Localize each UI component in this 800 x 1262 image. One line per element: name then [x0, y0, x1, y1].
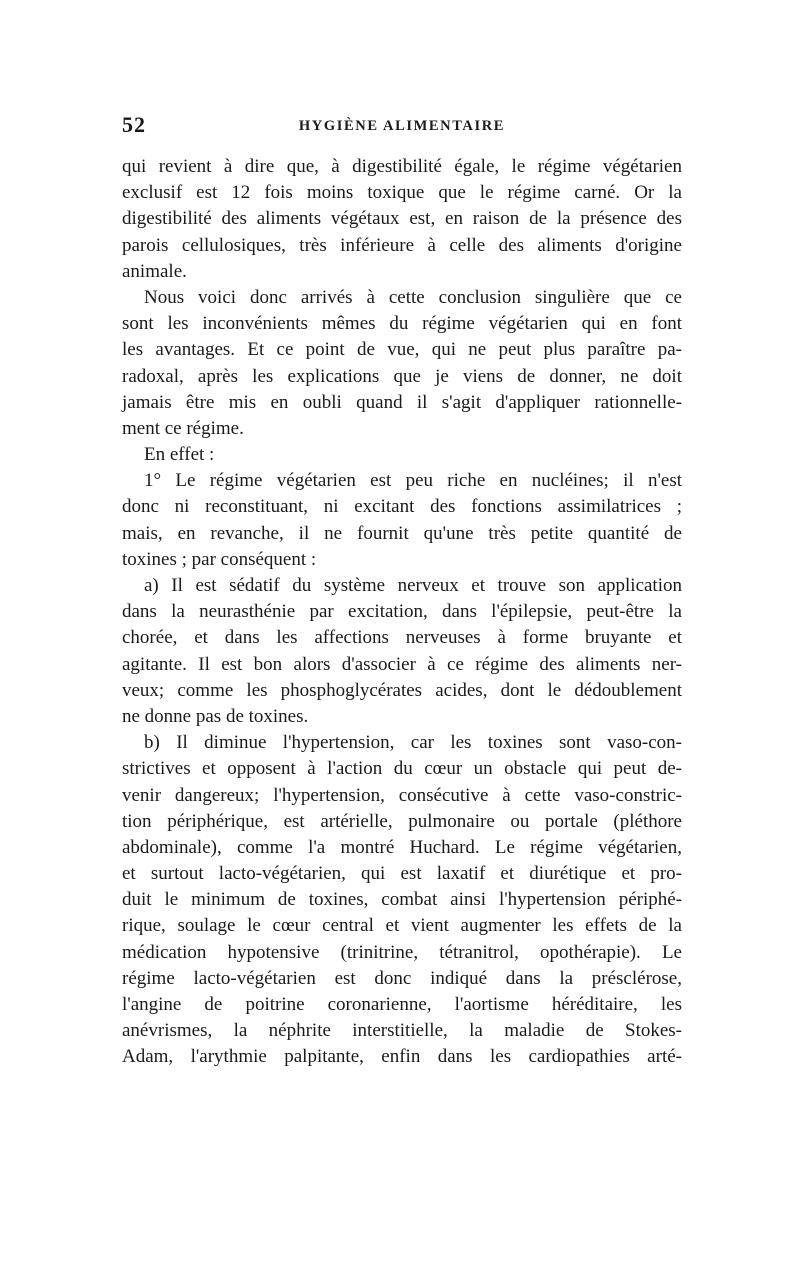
text-line: l'angine de poitrine coronarienne, l'aortisme héréditaire, les — [122, 994, 682, 1015]
text-line: abdominale), comme l'a montré Huchard. Le régime végétarien, — [122, 836, 682, 858]
text-line: dans la neurasthénie par excitation, dans l'épilepsie, peut-être la — [122, 601, 682, 623]
text-line: mais, en revanche, il ne fournit qu'une très petite quantité de — [122, 522, 682, 544]
text-line: sont les inconvénients mêmes du régime végétarien qui en font — [122, 313, 682, 335]
body-text — [122, 154, 682, 1071]
text-line: qui revient à dire que, à digestibilité égale, le régime végétarien — [122, 156, 682, 177]
text-line: anévrismes, la néphrite interstitielle, la maladie de Stokes- — [122, 1020, 682, 1042]
text-line: tion périphérique, est artérielle, pulmonaire ou portale (pléthore — [122, 810, 682, 832]
text-line: donc ni reconstituant, ni excitant des fonctions assimilatrices ; — [122, 496, 682, 518]
text-line: Adam, l'arythmie palpitante, enfin dans les cardiopathies arté- — [122, 1046, 682, 1068]
text-line: strictives et opposent à l'action du cœur un obstacle qui peut de- — [122, 758, 682, 780]
text-line: animale. — [122, 260, 187, 282]
text-line: parois cellulosiques, très inférieure à celle des aliments d'origine — [122, 234, 682, 256]
text-line: En effet : — [144, 444, 215, 466]
text-line: venir dangereux; l'hypertension, consécutive à cette vaso-constric- — [122, 784, 682, 806]
text-line: médication hypotensive (trinitrine, tétranitrol, opothérapie). Le — [122, 941, 682, 963]
text-line: et surtout lacto-végétarien, qui est laxatif et diurétique et pro- — [122, 863, 682, 885]
text-line: rique, soulage le cœur central et vient augmenter les effets de la — [122, 915, 682, 937]
text-line: les avantages. Et ce point de vue, qui ne peut plus paraître pa- — [122, 339, 682, 361]
text-line: ment ce régime. — [122, 417, 244, 439]
text-line: agitante. Il est bon alors d'associer à ce régime des aliments ner- — [122, 653, 682, 675]
running-title: HYGIÈNE ALIMENTAIRE — [298, 118, 506, 134]
text-line: radoxal, après les explications que je viens de donner, ne doit — [122, 365, 682, 387]
text-line: b) Il diminue l'hypertension, car les toxines sont vaso-con- — [144, 732, 682, 754]
text-line: jamais être mis en oubli quand il s'agit d'appliquer rationnelle- — [122, 391, 682, 413]
text-line: toxines ; par conséquent : — [122, 548, 317, 570]
text-line: 1° Le régime végétarien est peu riche en nucléines; il n'est — [144, 470, 682, 492]
text-line: régime lacto-végétarien est donc indiqué dans la présclérose, — [122, 967, 682, 989]
text-line: duit le minimum de toxines, combat ainsi l'hypertension périphé- — [122, 889, 682, 911]
text-line: digestibilité des aliments végétaux est, en raison de la présence des — [122, 208, 682, 230]
text-line: Nous voici donc arrivés à cette conclusion singulière que ce — [144, 286, 682, 308]
text-line: ne donne pas de toxines. — [122, 705, 309, 727]
text-line: veux; comme les phosphoglycérates acides, dont le dédoublement — [122, 679, 682, 701]
text-line: chorée, et dans les affections nerveuses à forme bruyante et — [122, 627, 682, 649]
text-line: a) Il est sédatif du système nerveux et trouve son application — [144, 575, 682, 596]
text-line: exclusif est 12 fois moins toxique que le régime carné. Or la — [122, 182, 682, 204]
page-header — [122, 112, 682, 142]
page-number: 52 — [122, 112, 146, 137]
